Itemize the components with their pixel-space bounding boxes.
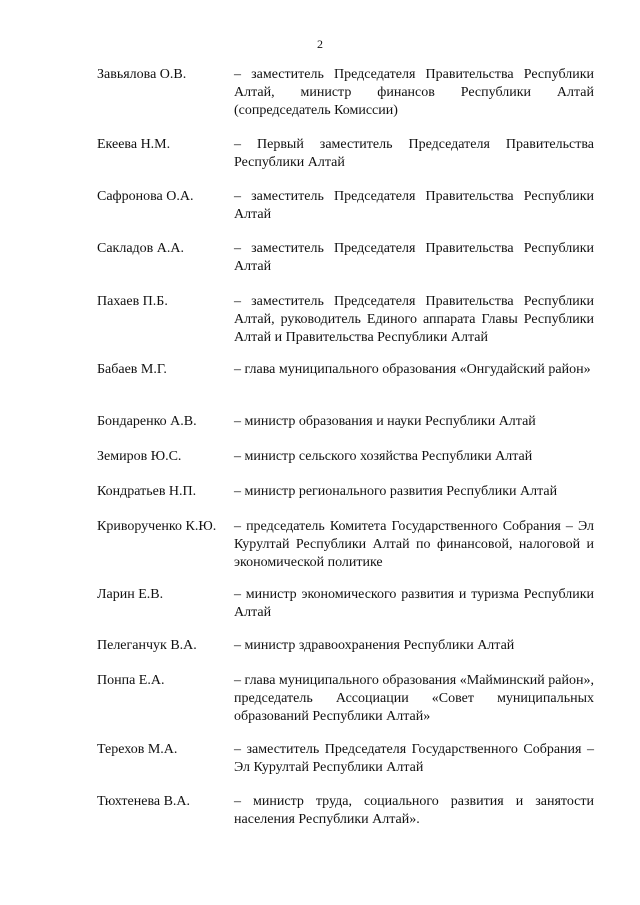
member-name: Сакладов А.А. xyxy=(97,241,185,256)
member-name: Завьялова О.В. xyxy=(97,67,187,82)
member-name: Терехов М.А. xyxy=(97,742,178,757)
member-name: Екеева Н.М. xyxy=(97,137,171,152)
member-name: Пахаев П.Б. xyxy=(97,294,168,309)
member-role: – заместитель Председателя Правительства Республики Алтай, руководитель Единого аппарата Главы Республики Алтай и Правительства Республики Алтай xyxy=(234,294,594,345)
member-name: Сафронова О.А. xyxy=(97,189,194,204)
member-role: – министр здравоохранения Республики Алтай xyxy=(234,638,515,653)
member-role: – заместитель Председателя Правительства Республики Алтай xyxy=(234,241,594,274)
member-role: – глава муниципального образования «Майминский район», председатель Ассоциации «Совет муниципальных образований Республики Алтай» xyxy=(234,673,594,724)
member-name: Кондратьев Н.П. xyxy=(97,484,197,499)
member-role: – министр регионального развития Республики Алтай xyxy=(234,484,558,499)
member-role: – министр образования и науки Республики Алтай xyxy=(234,414,536,429)
member-role: – заместитель Председателя Государственного Собрания – Эл Курултай Республики Алтай xyxy=(234,742,594,775)
member-name: Бабаев М.Г. xyxy=(97,362,167,377)
member-name: Бондаренко А.В. xyxy=(97,414,197,429)
member-name: Ларин Е.В. xyxy=(97,587,164,602)
member-role: – Первый заместитель Председателя Правительства Республики Алтай xyxy=(234,137,594,170)
member-role: – заместитель Председателя Правительства Республики Алтай, министр финансов Республики Алтай (сопредседатель Комиссии) xyxy=(234,67,594,118)
member-name: Тюхтенева В.А. xyxy=(97,794,191,809)
member-name: Земиров Ю.С. xyxy=(97,449,182,464)
member-name: Пелеганчук В.А. xyxy=(97,638,197,653)
member-role: – министр сельского хозяйства Республики Алтай xyxy=(234,449,533,464)
member-role: – председатель Комитета Государственного Собрания – Эл Курултай Республики Алтай по финансовой, налоговой и экономической политике xyxy=(234,519,594,570)
member-role: – заместитель Председателя Правительства Республики Алтай xyxy=(234,189,594,222)
member-name: Понпа Е.А. xyxy=(97,673,165,688)
member-role: – глава муниципального образования «Онгудайский район» xyxy=(234,362,591,377)
member-role: – министр труда, социального развития и занятости населения Республики Алтай». xyxy=(234,794,594,827)
member-role: – министр экономического развития и туризма Республики Алтай xyxy=(234,587,594,620)
member-name: Криворученко К.Ю. xyxy=(97,519,217,534)
page-number: 2 xyxy=(317,37,323,51)
